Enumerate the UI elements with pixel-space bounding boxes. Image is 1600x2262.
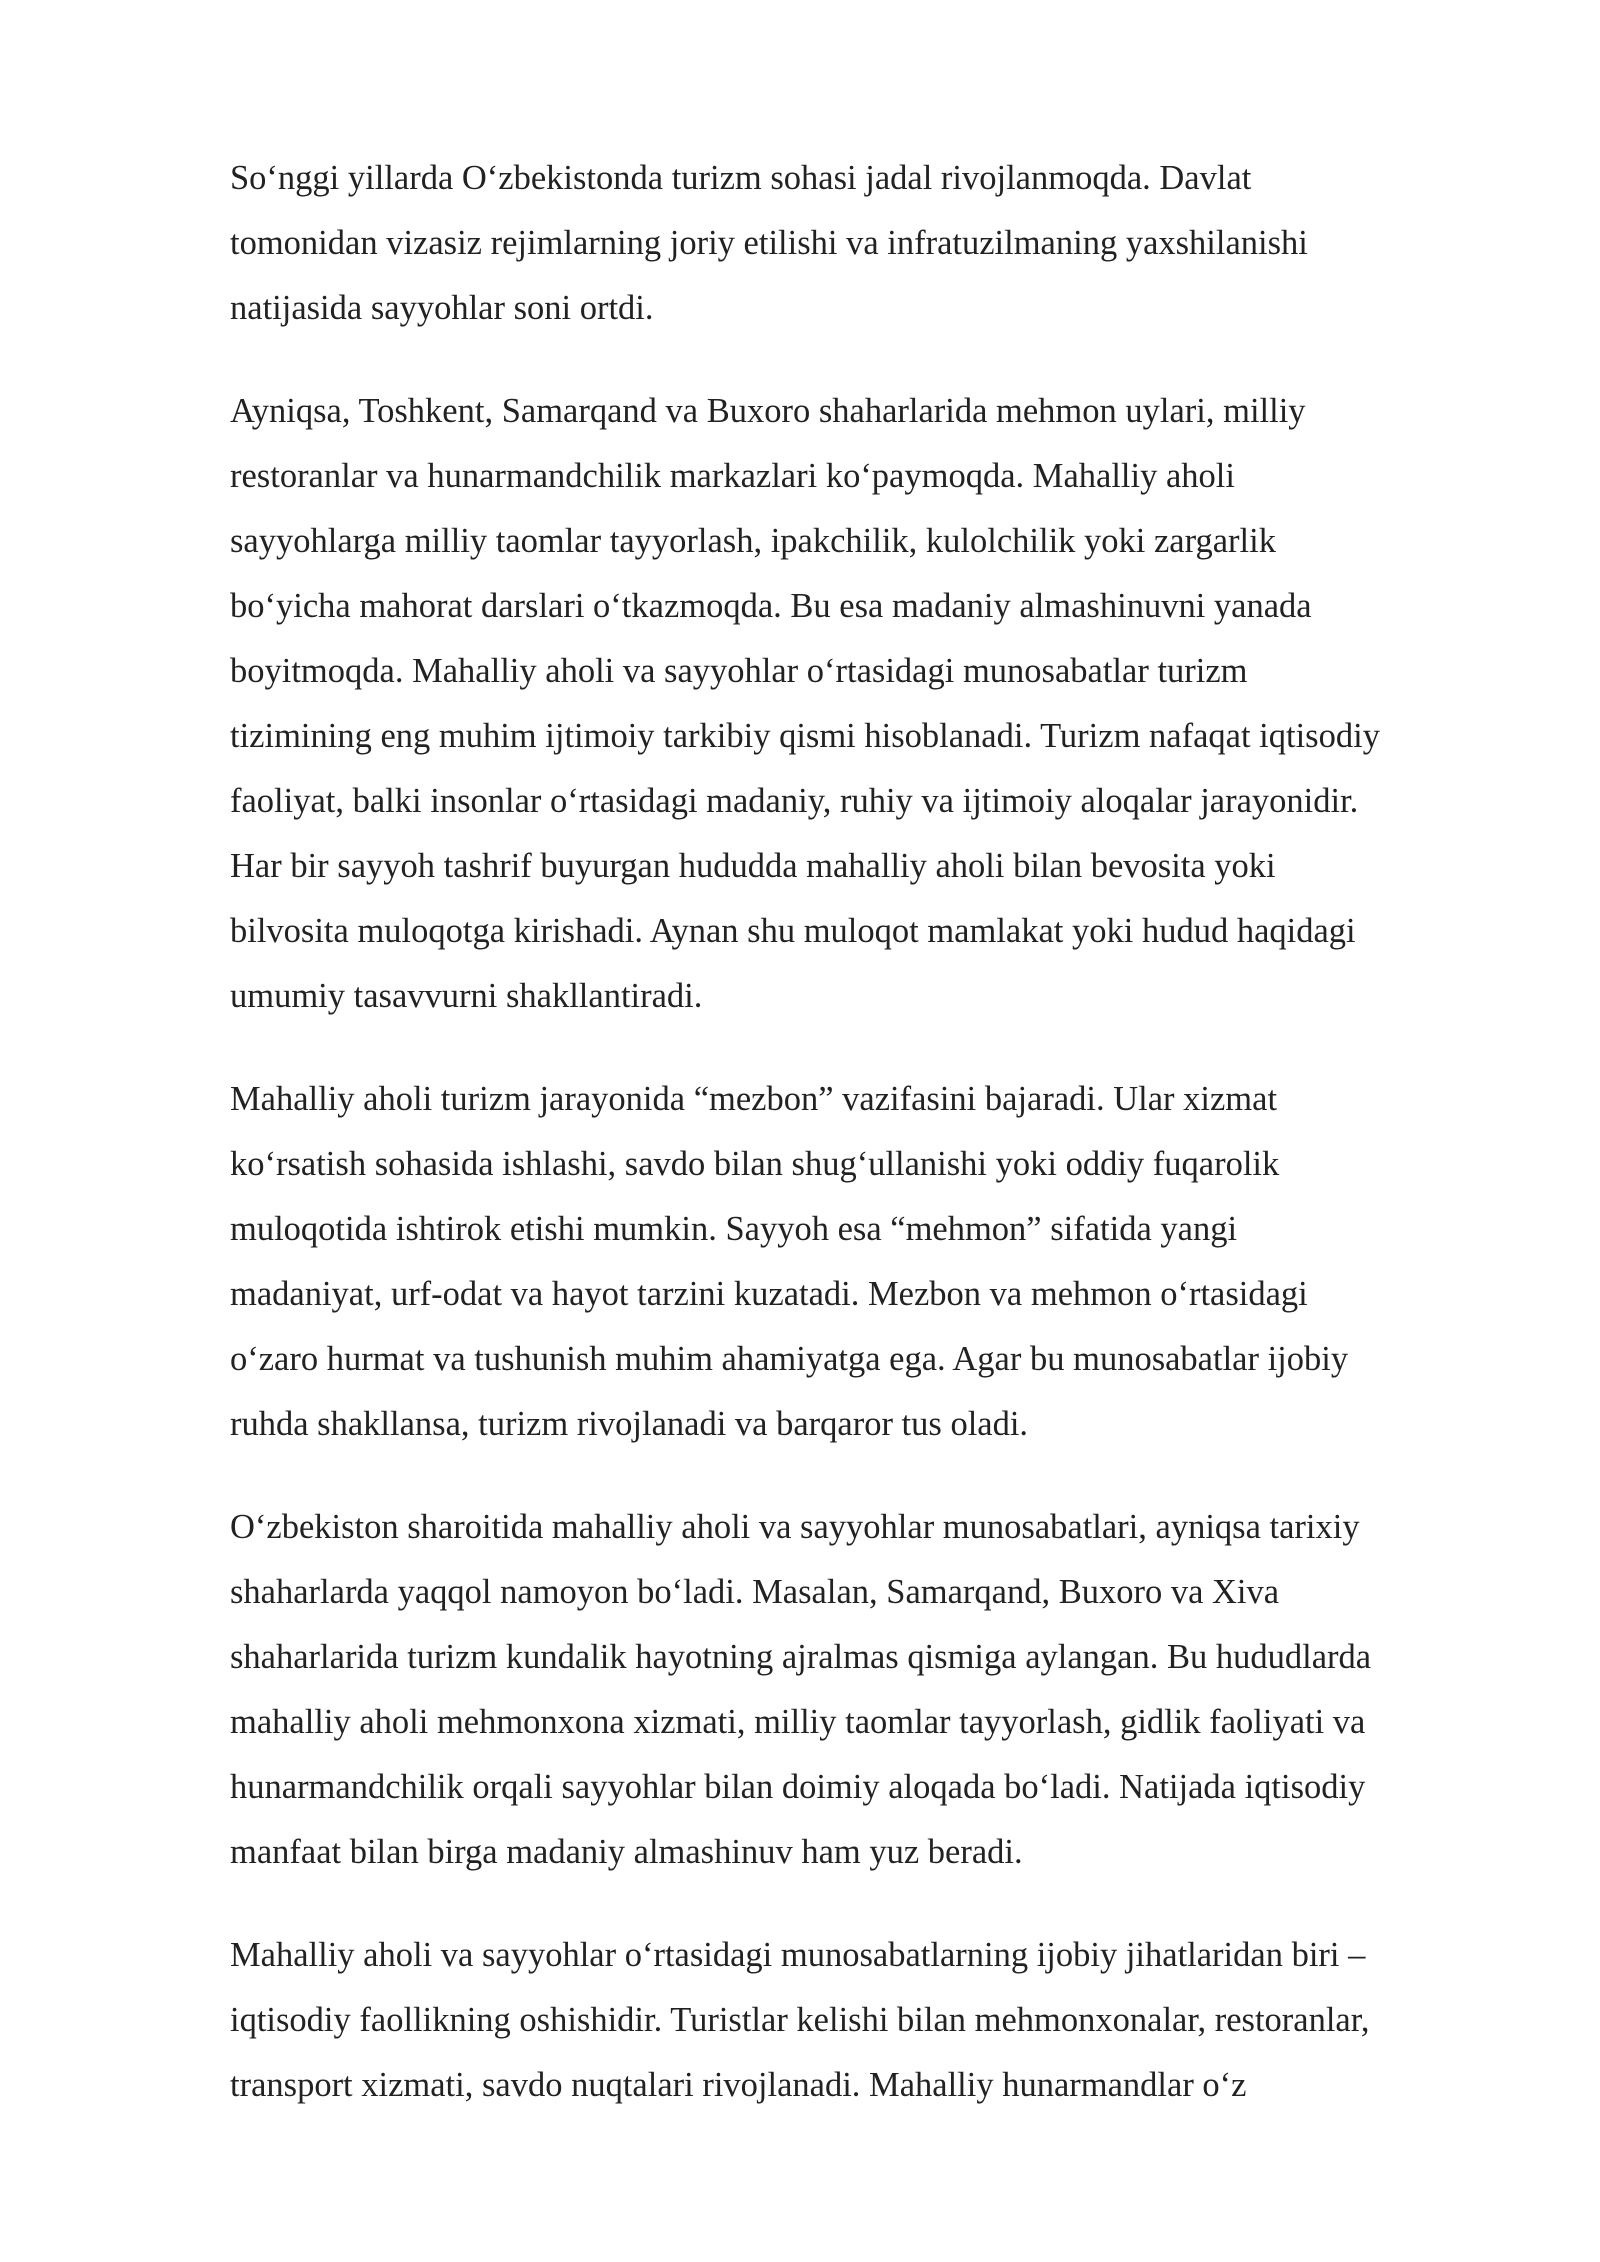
text-line: Ayniqsa, Toshkent, Samarqand va Buxoro shaharlarida mehmon uylari, milliy — [230, 392, 1306, 430]
paragraph-3 — [230, 1067, 1500, 1457]
text-line: O‘zbekiston sharoitida mahalliy aholi va sayyohlar munosabatlari, ayniqsa tarixiy — [230, 1508, 1360, 1546]
paragraph-1 — [230, 146, 1500, 341]
text-line: Mahalliy aholi turizm jarayonida “mezbon” vazifasini bajaradi. Ular xizmat — [230, 1080, 1278, 1118]
text-line: natijasida sayyohlar soni ortdi. — [230, 289, 654, 327]
text-line: ruhda shakllansa, turizm rivojlanadi va barqaror tus oladi. — [230, 1405, 1029, 1443]
text-line: mahalliy aholi mehmonxona xizmati, milliy taomlar tayyorlash, gidlik faoliyati va — [230, 1703, 1366, 1741]
text-line: manfaat bilan birga madaniy almashinuv ham yuz beradi. — [230, 1833, 1023, 1871]
text-line: umumiy tasavvurni shakllantiradi. — [230, 977, 703, 1015]
text-line: sayyohlarga milliy taomlar tayyorlash, ipakchilik, kulolchilik yoki zargarlik — [230, 522, 1276, 560]
text-line: muloqotida ishtirok etishi mumkin. Sayyoh esa “mehmon” sifatida yangi — [230, 1210, 1238, 1248]
text-line: restoranlar va hunarmandchilik markazlari ko‘paymoqda. Mahalliy aholi — [230, 457, 1235, 495]
paragraph-5 — [230, 1923, 1500, 2118]
text-line: shaharlarida turizm kundalik hayotning ajralmas qismiga aylangan. Bu hududlarda — [230, 1638, 1372, 1676]
text-line: hunarmandchilik orqali sayyohlar bilan doimiy aloqada bo‘ladi. Natijada iqtisodiy — [230, 1768, 1366, 1806]
text-line: bilvosita muloqotga kirishadi. Aynan shu muloqot mamlakat yoki hudud haqidagi — [230, 912, 1356, 950]
text-line: tomonidan vizasiz rejimlarning joriy etilishi va infratuzilmaning yaxshilanishi — [230, 224, 1308, 262]
text-line: bo‘yicha mahorat darslari o‘tkazmoqda. Bu esa madaniy almashinuvni yanada — [230, 587, 1312, 625]
text-line: So‘nggi yillarda O‘zbekistonda turizm sohasi jadal rivojlanmoqda. Davlat — [230, 159, 1252, 197]
paragraph-2 — [230, 379, 1500, 1029]
text-line: transport xizmati, savdo nuqtalari rivojlanadi. Mahalliy hunarmandlar o‘z — [230, 2066, 1247, 2104]
text-line: Har bir sayyoh tashrif buyurgan hududda mahalliy aholi bilan bevosita yoki — [230, 847, 1276, 885]
paragraph-4 — [230, 1495, 1500, 1885]
text-line: o‘zaro hurmat va tushunish muhim ahamiyatga ega. Agar bu munosabatlar ijobiy — [230, 1340, 1349, 1378]
text-line: shaharlarda yaqqol namoyon bo‘ladi. Masalan, Samarqand, Buxoro va Xiva — [230, 1573, 1280, 1611]
text-line: boyitmoqda. Mahalliy aholi va sayyohlar o‘rtasidagi munosabatlar turizm — [230, 652, 1248, 690]
text-line: madaniyat, urf-odat va hayot tarzini kuzatadi. Mezbon va mehmon o‘rtasidagi — [230, 1275, 1308, 1313]
text-line: iqtisodiy faollikning oshishidir. Turistlar kelishi bilan mehmonxonalar, restoranlar, — [230, 2001, 1370, 2039]
text-line: Mahalliy aholi va sayyohlar o‘rtasidagi munosabatlarning ijobiy jihatlaridan biri – — [230, 1936, 1366, 1974]
text-line: faoliyat, balki insonlar o‘rtasidagi madaniy, ruhiy va ijtimoiy aloqalar jarayonidir. — [230, 782, 1359, 820]
text-line: tizimining eng muhim ijtimoiy tarkibiy qismi hisoblanadi. Turizm nafaqat iqtisodiy — [230, 717, 1380, 755]
text-line: ko‘rsatish sohasida ishlashi, savdo bilan shug‘ullanishi yoki oddiy fuqarolik — [230, 1145, 1280, 1183]
document-body — [230, 146, 1500, 2156]
